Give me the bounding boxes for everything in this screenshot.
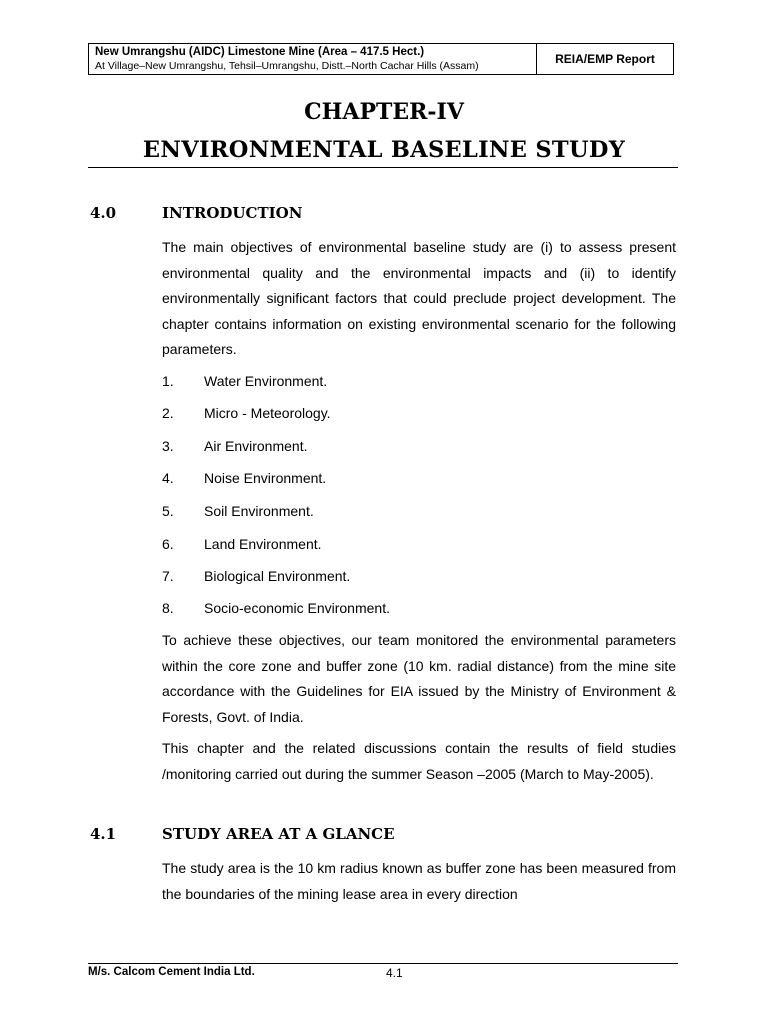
list-item-text: Socio-economic Environment. bbox=[204, 600, 390, 616]
header-project-cell bbox=[89, 44, 537, 74]
list-item-text: Biological Environment. bbox=[204, 568, 351, 584]
footer-page-number: 4.1 bbox=[386, 966, 403, 980]
section-number-study-area: 4.1 bbox=[90, 825, 117, 843]
list-item-text: Micro - Meteorology. bbox=[204, 405, 331, 421]
chapter-title: ENVIRONMENTAL BASELINE STUDY bbox=[142, 137, 626, 163]
list-item-text: Land Environment. bbox=[204, 536, 322, 552]
list-item-number: 6. bbox=[162, 536, 174, 552]
intro-paragraph-monitoring: To achieve these objectives, our team monitored the environmental parameters within the core zone and buffer zone (10 km. radial distance) from the mine site accordance with the Guidelines for EIA issued by the Ministry of Environment & Forests, Govt. of India. bbox=[162, 632, 676, 725]
list-item-text: Air Environment. bbox=[204, 438, 308, 454]
intro-paragraph-objectives: The main objectives of environmental baseline study are (i) to assess present environmental quality and the environmental impacts and (ii) to identify environmentally significant factors that could preclude project development. The chapter contains information on existing environmental scenario for the following parameters. bbox=[162, 239, 676, 357]
list-item-number: 3. bbox=[162, 438, 174, 454]
header-report-type: REIA/EMP Report bbox=[555, 52, 655, 66]
section-number-intro: 4.0 bbox=[90, 204, 117, 222]
list-item-text: Soil Environment. bbox=[204, 503, 314, 519]
list-item-number: 2. bbox=[162, 405, 174, 421]
list-item-number: 8. bbox=[162, 600, 174, 616]
chapter-title-rule bbox=[88, 167, 678, 168]
list-item-text: Noise Environment. bbox=[204, 470, 327, 486]
list-item-number: 7. bbox=[162, 568, 174, 584]
section-title-intro: INTRODUCTION bbox=[162, 204, 303, 222]
list-item-text: Water Environment. bbox=[204, 373, 328, 389]
list-item-number: 4. bbox=[162, 470, 174, 486]
study-area-paragraph: The study area is the 10 km radius known as buffer zone has been measured from the boundaries of the mining lease area in every direction bbox=[162, 860, 676, 902]
header-project-location: At Village–New Umrangshu, Tehsil–Umrangshu, Distt.–North Cachar Hills (Assam) bbox=[95, 60, 479, 72]
header-project-title: New Umrangshu (AIDC) Limestone Mine (Area – 417.5 Hect.) bbox=[95, 46, 425, 58]
footer-rule bbox=[88, 963, 678, 964]
section-title-study-area: STUDY AREA AT A GLANCE bbox=[162, 825, 395, 843]
list-item-number: 5. bbox=[162, 503, 174, 519]
page-header bbox=[88, 43, 674, 75]
list-item-number: 1. bbox=[162, 373, 174, 389]
footer-company: M/s. Calcom Cement India Ltd. bbox=[88, 966, 255, 978]
intro-paragraph-field-studies: This chapter and the related discussions contain the results of field studies /monitoring carried out during the summer Season –2005 (March to May-2005). bbox=[162, 740, 676, 782]
chapter-number: CHAPTER-IV bbox=[304, 99, 464, 125]
